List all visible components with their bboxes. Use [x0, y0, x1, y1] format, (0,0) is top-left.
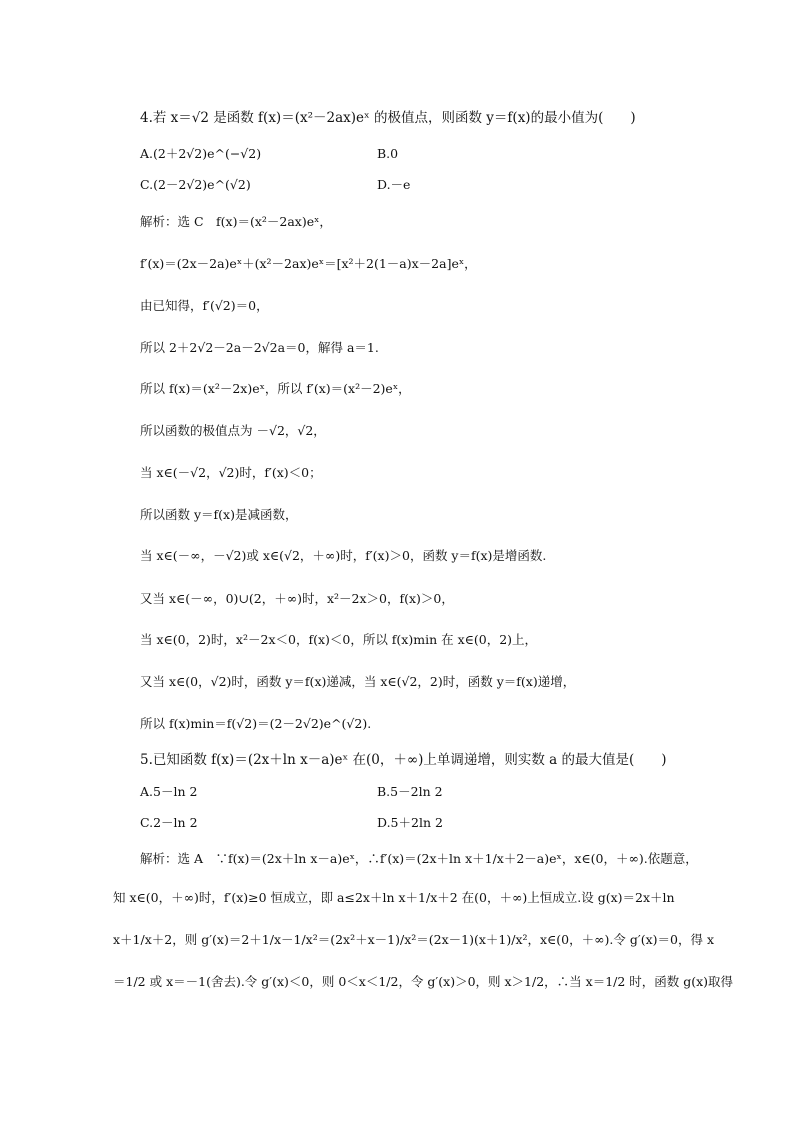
problem-5-solution-line: x＋1/x＋2，则 g′(x)＝2＋1/x－1/x²＝(2x²＋x－1)/x²＝(2x－1)(x＋1)/x²，x∈(0，＋∞).令 g′(x)＝0，得 x — [113, 932, 714, 947]
problem-4-solution-line: 所以 2＋2√2－2a－2√2a＝0，解得 a＝1. — [140, 340, 379, 355]
problem-4-stem: 4.若 x＝√2 是函数 f(x)＝(x²－2ax)eˣ 的极值点，则函数 y＝f(x)的最小值为( ) — [140, 110, 636, 126]
problem-5-solution-line: ＝1/2 或 x＝－1(舍去).令 g′(x)＜0，则 0＜x＜1/2，令 g′(x)＞0，则 x＞1/2，∴当 x＝1/2 时，函数 g(x)取得 — [113, 974, 734, 989]
problem-4-option-c: C.(2－2√2)e^(√2) — [140, 177, 251, 192]
problem-4-solution-line: 所以函数 y＝f(x)是减函数， — [140, 507, 298, 522]
problem-4-solution-line: 由已知得，f′(√2)＝0， — [140, 298, 269, 313]
problem-4-solution-line: f′(x)＝(2x－2a)eˣ＋(x²－2ax)eˣ＝[x²＋2(1－a)x－2a]eˣ， — [140, 256, 477, 271]
problem-5-option-c: C.2－ln 2 — [140, 815, 198, 830]
problem-4-solution-line: 又当 x∈(0，√2)时，函数 y＝f(x)递减，当 x∈(√2，2)时，函数 y＝f(x)递增， — [140, 674, 576, 689]
problem-4-solution-line: 当 x∈(0，2)时，x²－2x＜0，f(x)＜0，所以 f(x)min 在 x∈(0，2)上， — [140, 632, 538, 647]
problem-4-solution-line: 解析：选 C f(x)＝(x²－2ax)eˣ， — [140, 214, 332, 229]
problem-4-solution-line: 又当 x∈(－∞，0)∪(2，＋∞)时，x²－2x＞0，f(x)＞0， — [140, 591, 454, 606]
problem-5-solution-line: 解析：选 A ∵f(x)＝(2x＋ln x－a)eˣ，∴f′(x)＝(2x＋ln x＋1/x＋2－a)eˣ，x∈(0，＋∞).依题意， — [140, 851, 698, 866]
problem-4-option-d: D.－e — [377, 177, 411, 192]
problem-4-option-b: B.0 — [377, 146, 399, 161]
problem-4-solution-line: 当 x∈(－√2，√2)时，f′(x)＜0； — [140, 465, 322, 480]
problem-4-option-a: A.(2＋2√2)e^(−√2) — [140, 146, 262, 161]
problem-4-solution-line: 所以 f(x)＝(x²－2x)eˣ，所以 f′(x)＝(x²－2)eˣ， — [140, 381, 411, 396]
problem-5-option-a: A.5－ln 2 — [140, 784, 198, 799]
problem-5-option-b: B.5－2ln 2 — [377, 784, 443, 799]
problem-4-solution-line: 所以 f(x)min＝f(√2)＝(2－2√2)e^(√2). — [140, 716, 372, 731]
problem-5-solution-line: 知 x∈(0，＋∞)时，f′(x)≥0 恒成立，即 a≤2x＋ln x＋1/x＋2 在(0，＋∞)上恒成立.设 g(x)＝2x＋ln — [113, 890, 675, 905]
problem-5-option-d: D.5＋2ln 2 — [377, 815, 443, 830]
problem-4-solution-line: 所以函数的极值点为 －√2，√2， — [140, 423, 326, 438]
problem-5-stem: 5.已知函数 f(x)＝(2x＋ln x－a)eˣ 在(0，＋∞)上单调递增，则实数 a 的最大值是( ) — [140, 752, 667, 768]
problem-4-solution-line: 当 x∈(－∞，－√2)或 x∈(√2，＋∞)时，f′(x)＞0，函数 y＝f(x)是增函数. — [140, 548, 547, 563]
